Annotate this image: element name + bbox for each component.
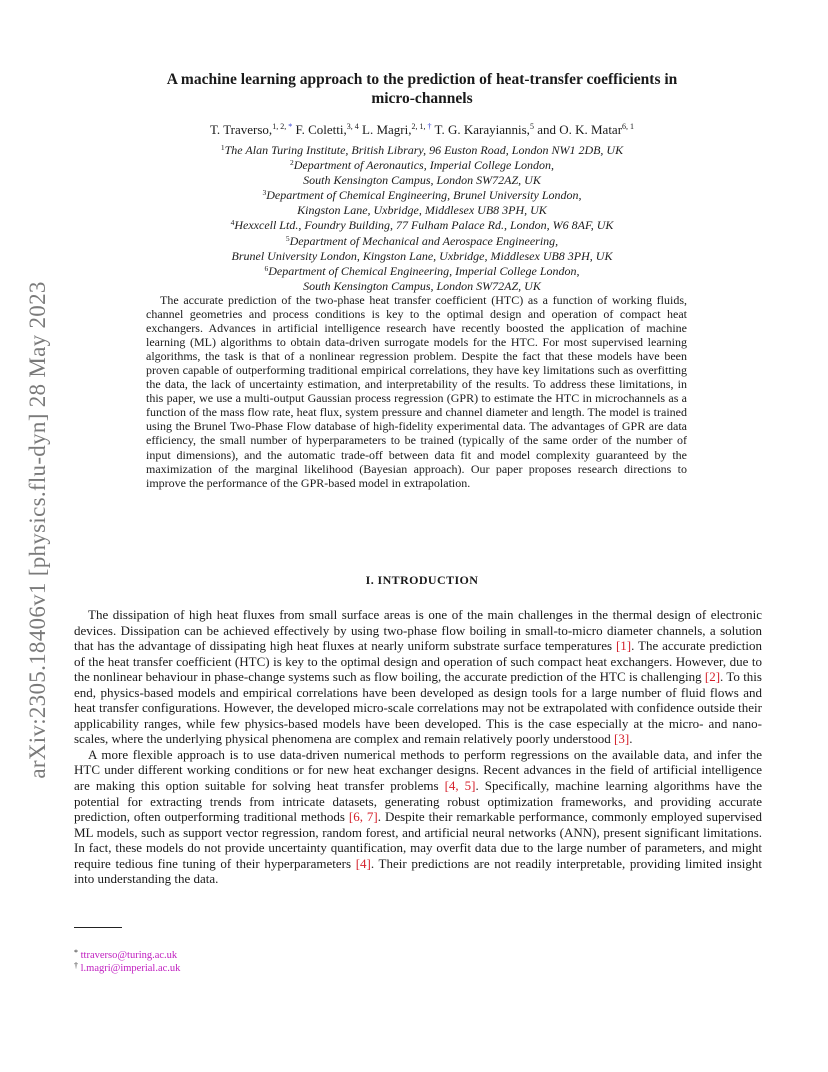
author-affiliation-marks: 1, 2, *	[272, 122, 293, 131]
affiliation-text: Department of Chemical Engineering, Brunel University London,	[266, 188, 582, 203]
affiliation-text: South Kensington Campus, London SW72AZ, UK	[303, 278, 541, 293]
citation-link[interactable]: [3]	[614, 731, 630, 747]
affiliation-text: Kingston Lane, Uxbridge, Middlesex UB8 3PH, UK	[297, 203, 547, 218]
author-name: T. G. Karayiannis,	[434, 122, 530, 137]
abstract: The accurate prediction of the two-phase heat transfer coefficient (HTC) as a function of working fluids, channel geometries and process conditions is key to the optimal design and operation of compact heat exchangers. Advances in artificial intelligence research have recently boosted the application of machine learning (ML) algorithms to obtain data-driven surrogate models for the HTC. For most supervised learning algorithms, the task is that of a nonlinear regression problem. Despite the fact that these models have been proven capable of outperforming traditional empirical correlations, they have key limitations such as overfitting the data, the lack of uncertainty estimation, and interpretability of the results. To address these limitations, in this paper, we use a multi-output Gaussian process regression (GPR) to estimate the HTC in microchannels as a function of the mass flow rate, heat flux, system pressure and channel diameter and length. The model is trained using the Brunel Two-Phase Flow database of high-fidelity experimental data. The advantages of GPR are data efficiency, the small number of hyperparameters to be trained (typically of the same order of the number of input dimensions), and the automatic trade-off between data fit and model complexity guaranteed by the maximization of the marginal likelihood (Bayesian approach). Our paper proposes research directions to improve the performance of the GPR-based model in extrapolation.	[146, 293, 687, 490]
author	[362, 122, 431, 137]
email-link[interactable]: ttraverso@turing.ac.uk	[80, 950, 178, 961]
footnote-mark: *	[74, 948, 78, 957]
affiliations	[90, 143, 754, 294]
affiliation-number: 2	[289, 158, 294, 168]
citation-link[interactable]: [6, 7]	[348, 809, 378, 825]
affiliation-line	[90, 173, 754, 188]
author-affiliation-marks: 5	[529, 122, 534, 131]
affiliation-number: 3	[262, 188, 267, 198]
affiliation-line	[90, 249, 754, 264]
affiliation-text: Department of Aeronautics, Imperial College London,	[293, 158, 555, 173]
affiliation-number: 1	[220, 143, 225, 152]
affiliation-text: The Alan Turing Institute, British Library, 96 Euston Road, London NW1 2DB, UK	[224, 143, 624, 157]
footnote-2	[74, 962, 180, 976]
title-line-2: micro-channels	[371, 90, 473, 107]
paper-title	[90, 70, 754, 108]
affiliation-line	[90, 203, 754, 218]
affiliation-line	[90, 234, 754, 249]
author-list	[90, 121, 754, 139]
citation-link[interactable]: [4, 5]	[444, 778, 476, 794]
introduction-body	[74, 607, 762, 887]
affiliation-text: Hexxcell Ltd., Foundry Building, 77 Fulham Palace Rd., London, W6 8AF, UK	[234, 218, 614, 233]
author-affiliation-marks: 6, 1	[622, 122, 635, 131]
paragraph: The dissipation of high heat fluxes from small surface areas is one of the main challenges in the thermal design of electronic devices. Dissipation can be achieved effectively by using two-phase flow boiling in small-to-micro diameter channels, a solution that has the advantage of dissipating high heat fluxes at nearly uniform substrate surface temperatures [1]. The accurate prediction of the heat transfer coefficient (HTC) is key to the optimal design and operation of such compact heat exchangers. However, due to the nonlinear behaviour in phase-change systems such as flow boiling, the accurate prediction of the HTC is challenging [2]. To this end, physics-based models and empirical correlations have been developed as design tools for a large number of fluid flows and heat transfer configurations. However, the developed micro-scale correlations may not be extrapolated with confidence outside their applicability ranges, while few physics-based models have been developed. This is the case especially at the micro- and nano-scales, where the underlying physical phenomena are complex and remain relatively poorly understood [3].	[74, 607, 762, 747]
footnote-1	[74, 949, 177, 963]
author	[295, 122, 358, 137]
affiliation-line	[90, 143, 754, 158]
affiliation-text: Brunel University London, Kingston Lane, Uxbridge, Middlesex UB8 3PH, UK	[231, 248, 613, 263]
affiliation-line	[90, 188, 754, 203]
author-name: F. Coletti,	[295, 122, 347, 137]
footnote-mark: †	[74, 961, 78, 970]
footnote-link[interactable]: *	[286, 122, 293, 131]
citation-link[interactable]: [4]	[355, 855, 371, 871]
author	[435, 122, 534, 137]
author-affiliation-marks: 2, 1, †	[411, 122, 432, 131]
email-link[interactable]: l.magri@imperial.ac.uk	[80, 963, 181, 974]
affiliation-text: South Kensington Campus, London SW72AZ, UK	[303, 173, 541, 188]
affiliation-line	[90, 279, 754, 294]
author	[537, 122, 634, 137]
paragraph: A more flexible approach is to use data-driven numerical methods to perform regressions on the available data, and infer the HTC under different working conditions or for new heat exchanger designs. Recent advances in the field of artificial intelligence are making this option suitable for solving heat transfer problems [4, 5]. Specifically, machine learning algorithms have the potential for extracting trends from intricate datasets, generating robust optimization frameworks, and providing accurate prediction, often outperforming traditional methods [6, 7]. Despite their remarkable performance, commonly employed supervised ML models, such as support vector regression, random forest, and artificial neural networks (ANN), present significant limitations. In fact, these models do not provide uncertainty quantification, may overfit data due to the large number of parameters, and might require tedious fine tuning of their hyperparameters [4]. Their predictions are not readily interpretable, providing limited insight into understanding the data.	[74, 746, 762, 887]
affiliation-text: Department of Chemical Engineering, Imperial College London,	[268, 263, 580, 278]
footnote-link[interactable]: †	[425, 122, 432, 131]
author-affiliation-marks: 3, 4	[346, 122, 359, 131]
author	[210, 122, 292, 137]
section-heading: I. INTRODUCTION	[365, 573, 479, 587]
affiliation-number: 6	[264, 263, 269, 273]
author-name: and O. K. Matar	[537, 122, 623, 137]
affiliation-number: 5	[285, 233, 290, 243]
affiliation-line	[90, 264, 754, 279]
arxiv-sidebar-stamp	[20, 190, 56, 870]
affiliation-line	[90, 158, 754, 173]
citation-link[interactable]: [2]	[704, 669, 721, 685]
footnote-rule	[74, 927, 122, 928]
author-name: L. Magri,	[362, 122, 412, 137]
author-name: T. Traverso,	[209, 122, 273, 137]
citation-link[interactable]: [1]	[615, 638, 632, 654]
title-line-1: A machine learning approach to the prediction of heat-transfer coefficients in	[166, 71, 678, 88]
affiliation-number: 4	[230, 218, 235, 228]
arxiv-identifier[interactable]: arXiv:2305.18406v1 [physics.flu-dyn] 28 May 2023	[25, 281, 50, 779]
affiliation-line	[90, 218, 754, 233]
affiliation-text: Department of Mechanical and Aerospace Engineering,	[289, 233, 559, 248]
